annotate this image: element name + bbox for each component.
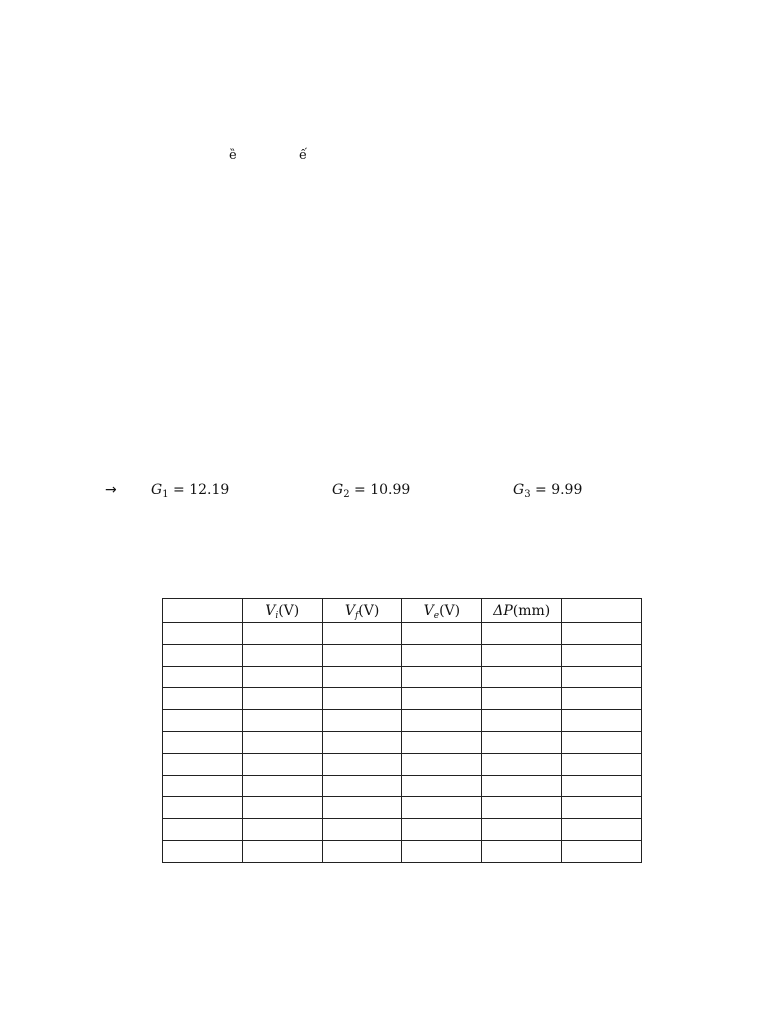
formula-g3 [513, 482, 582, 498]
formula-g1-subscript: 1 [162, 489, 169, 500]
table-cell [163, 819, 243, 841]
table-cell [482, 644, 562, 666]
table-row [163, 840, 642, 862]
table-cell [482, 623, 562, 645]
table-row [163, 666, 642, 688]
table-cell [482, 819, 562, 841]
table-cell [402, 710, 482, 732]
table-cell [163, 753, 243, 775]
table-cell [482, 666, 562, 688]
table-cell [402, 644, 482, 666]
table-cell [562, 688, 642, 710]
table-cell [562, 797, 642, 819]
table-cell [402, 731, 482, 753]
table-row [163, 731, 642, 753]
table-cell [562, 753, 642, 775]
table-row [163, 688, 642, 710]
table-cell [402, 819, 482, 841]
table-cell [402, 775, 482, 797]
table-row [163, 797, 642, 819]
column-header-sub: f [354, 610, 359, 621]
column-header [562, 599, 642, 623]
arrow-right-icon: → [105, 482, 117, 498]
table-cell [402, 840, 482, 862]
table-cell [482, 775, 562, 797]
table-header-row [163, 599, 642, 623]
table-body [163, 623, 642, 863]
table-cell [562, 840, 642, 862]
table-cell [402, 797, 482, 819]
table-row [163, 753, 642, 775]
table-cell [242, 840, 322, 862]
table-cell [322, 840, 402, 862]
table-cell [163, 623, 243, 645]
table-cell [242, 775, 322, 797]
table-cell [322, 775, 402, 797]
table-cell [322, 819, 402, 841]
table-cell [242, 710, 322, 732]
column-header-sub: e [433, 610, 440, 621]
formula-g1 [151, 482, 229, 498]
column-header-unit: (mm) [512, 602, 551, 619]
column-header-base: V [423, 602, 434, 619]
column-header-ve [402, 599, 482, 623]
table-cell [402, 623, 482, 645]
table-cell [242, 819, 322, 841]
table-cell [322, 710, 402, 732]
table-row [163, 644, 642, 666]
table-cell [163, 666, 243, 688]
formula-g3-symbol: G [513, 482, 525, 498]
column-header-sub: i [275, 610, 279, 621]
column-header-unit: (V) [278, 602, 300, 619]
table-cell [163, 731, 243, 753]
table-cell [562, 731, 642, 753]
table-cell [242, 666, 322, 688]
formula-g2 [332, 482, 410, 498]
table-cell [482, 840, 562, 862]
table-cell [562, 775, 642, 797]
table-cell [242, 623, 322, 645]
table-cell [562, 710, 642, 732]
formula-g3-subscript: 3 [524, 489, 531, 500]
column-header-unit: (V) [439, 602, 461, 619]
table-cell [242, 688, 322, 710]
table-cell [242, 731, 322, 753]
table-cell [482, 710, 562, 732]
column-header-vf [322, 599, 402, 623]
table-cell [322, 666, 402, 688]
table-cell [322, 644, 402, 666]
column-header-base: V [344, 602, 355, 619]
table-cell [562, 623, 642, 645]
table-cell [163, 710, 243, 732]
table-cell [322, 688, 402, 710]
table-cell [402, 666, 482, 688]
table-cell [402, 753, 482, 775]
table-cell [163, 797, 243, 819]
table-cell [562, 644, 642, 666]
table-cell [322, 731, 402, 753]
gain-formulas [0, 482, 768, 502]
stray-glyph-1: ȅ [229, 148, 237, 163]
table-cell [482, 688, 562, 710]
table-cell [322, 623, 402, 645]
stray-glyph-2: ế [299, 148, 307, 163]
table-cell [562, 819, 642, 841]
measurement-table [162, 598, 642, 863]
table-cell [163, 688, 243, 710]
table-cell [482, 753, 562, 775]
formula-g1-symbol: G [151, 482, 163, 498]
table-row [163, 623, 642, 645]
column-header-vi [242, 599, 322, 623]
formula-g1-value: = 12.19 [173, 482, 230, 498]
column-header-delta-p [482, 599, 562, 623]
formula-g2-value: = 10.99 [354, 482, 411, 498]
column-header-base: ΔP [493, 602, 513, 619]
table-row [163, 775, 642, 797]
column-header [163, 599, 243, 623]
formula-g2-subscript: 2 [343, 489, 350, 500]
table-cell [242, 753, 322, 775]
table-cell [322, 797, 402, 819]
formula-g3-value: = 9.99 [535, 482, 583, 498]
table-cell [242, 797, 322, 819]
table-cell [242, 644, 322, 666]
table-cell [562, 666, 642, 688]
table-row [163, 819, 642, 841]
column-header-unit: (V) [358, 602, 380, 619]
table-cell [163, 840, 243, 862]
table-cell [163, 775, 243, 797]
table-row [163, 710, 642, 732]
formula-g2-symbol: G [332, 482, 344, 498]
table-cell [482, 797, 562, 819]
column-header-base: V [265, 602, 276, 619]
table-cell [322, 753, 402, 775]
table-cell [163, 644, 243, 666]
table-cell [482, 731, 562, 753]
table-cell [402, 688, 482, 710]
